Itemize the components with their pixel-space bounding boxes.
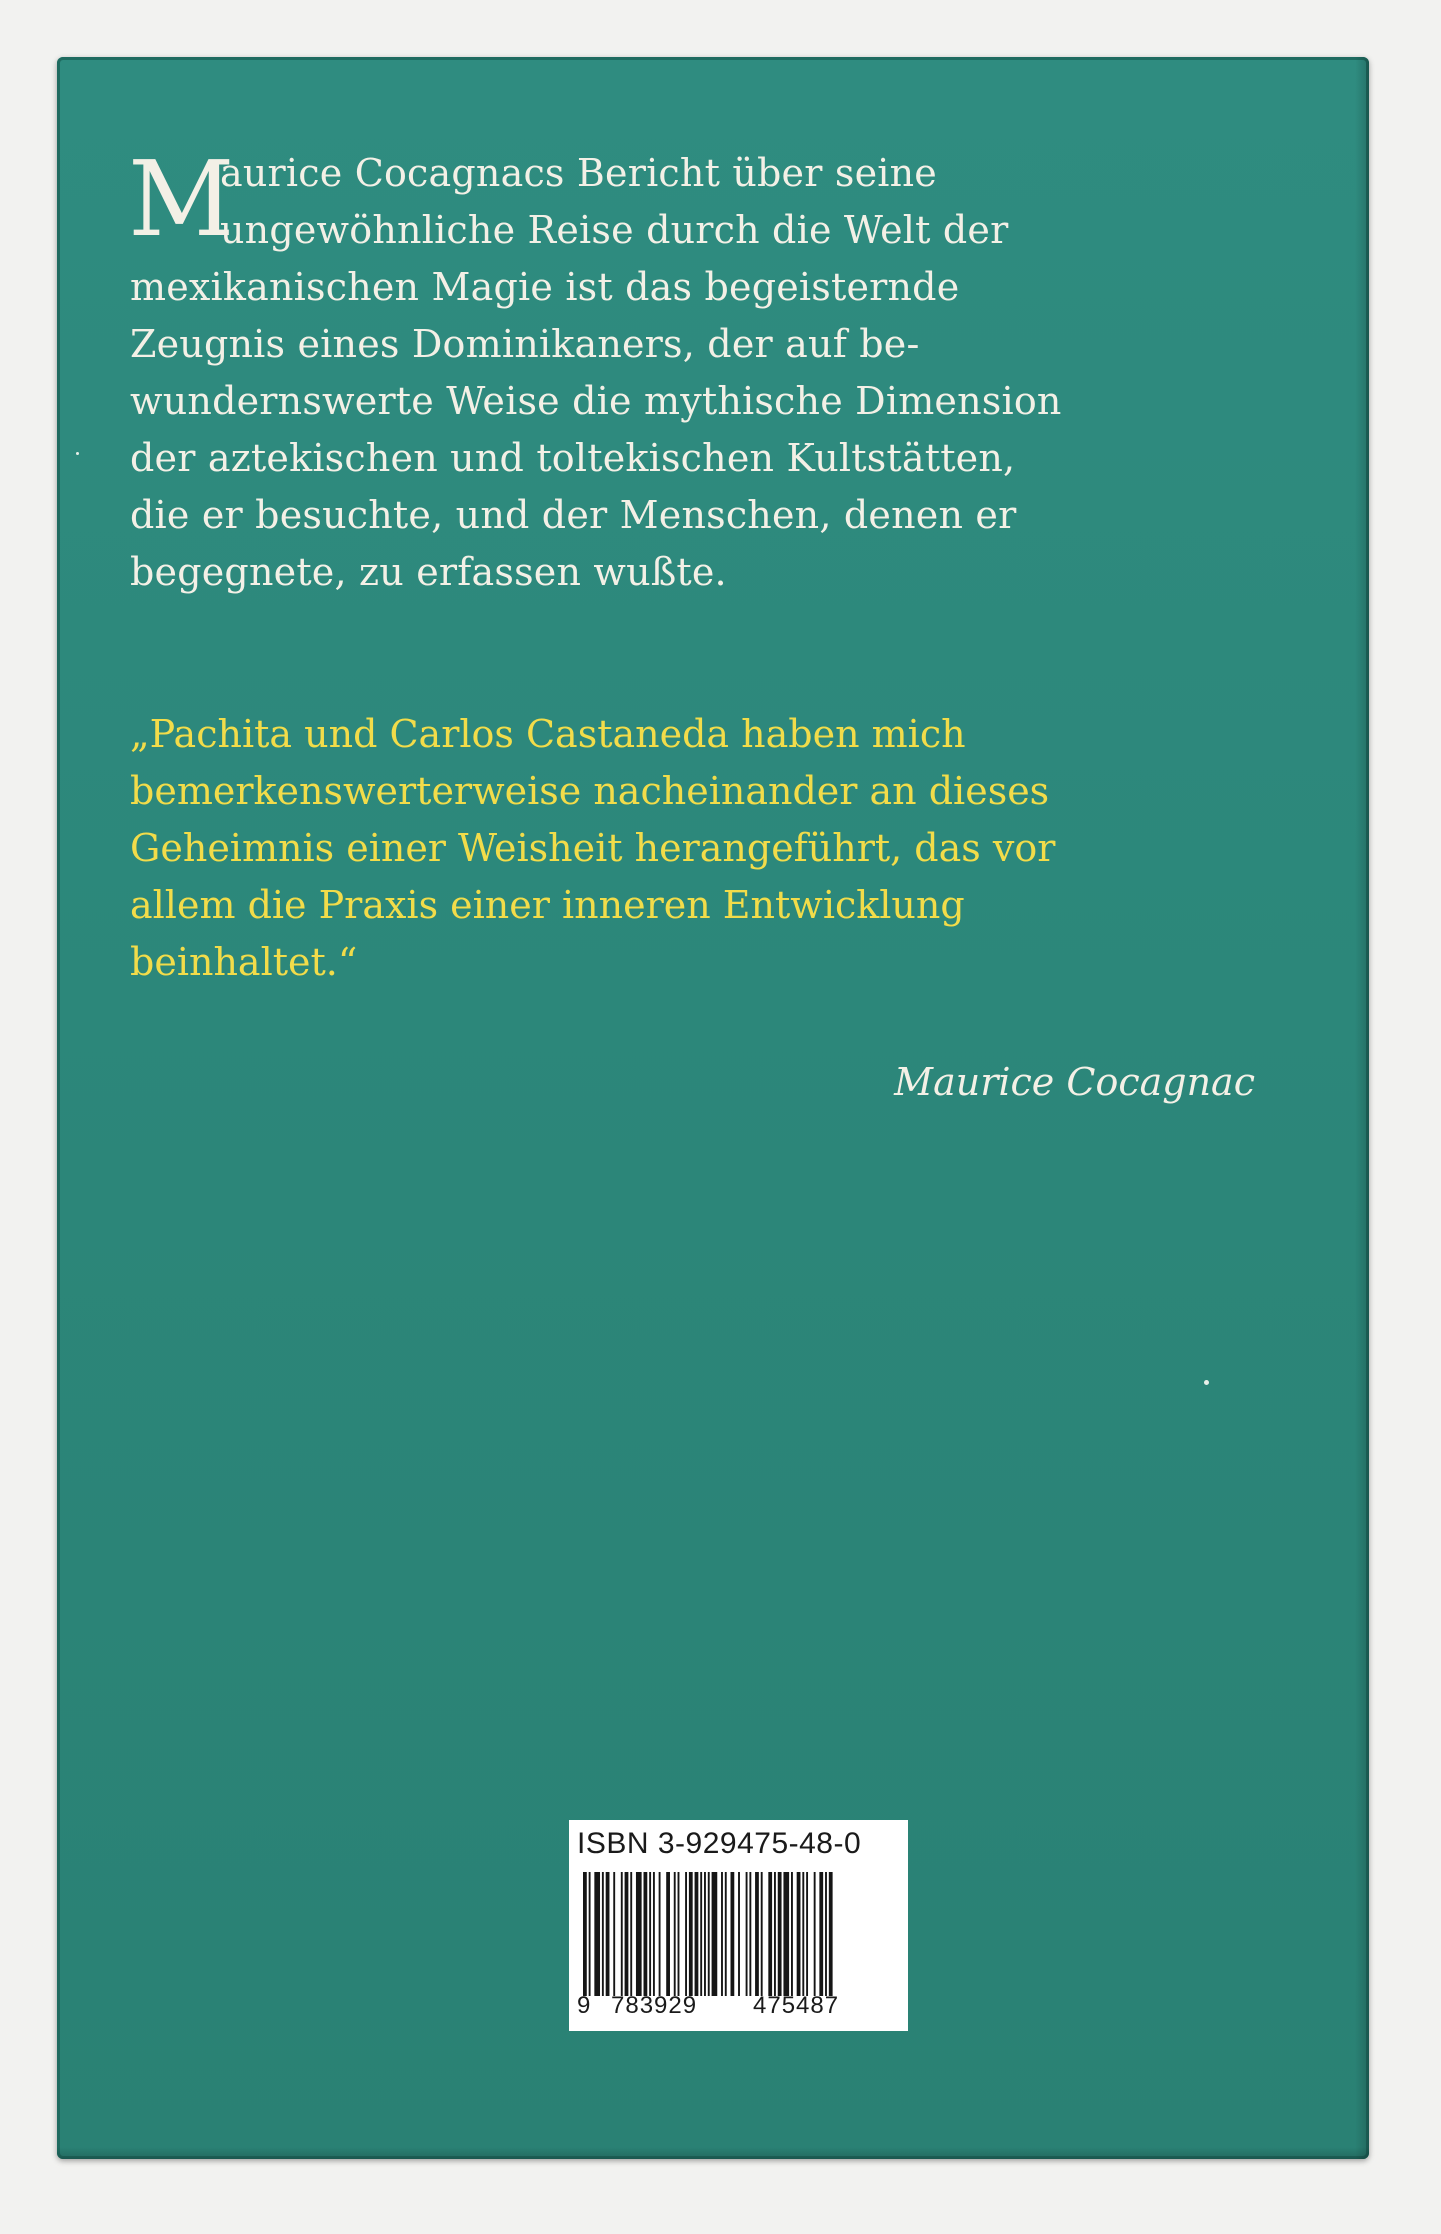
barcode-bar: [783, 1872, 789, 1996]
barcode-bar: [685, 1872, 687, 1996]
barcode-bar: [644, 1872, 648, 1996]
blurb-line: aurice Cocagnacs Bericht über seine: [220, 151, 937, 195]
quote-line: allem die Praxis einer inneren Entwicklung: [130, 883, 965, 927]
barcode-bar: [814, 1872, 816, 1996]
barcode-bar: [721, 1872, 723, 1996]
barcode-bar: [791, 1872, 793, 1996]
barcode-bar: [774, 1872, 776, 1996]
barcode-bar: [653, 1872, 655, 1996]
ean-group-1: 783929: [611, 1992, 698, 2019]
barcode-bar: [649, 1872, 651, 1996]
barcode-bar: [589, 1872, 591, 1996]
cover-bottom-shadow: [57, 2147, 1369, 2159]
quote-line: Geheimnis einer Weisheit herangeführt, das vor: [130, 826, 1056, 870]
blurb-line: ungewöhnliche Reise durch die Welt der: [220, 208, 1009, 252]
barcode-bar: [806, 1872, 808, 1996]
barcode-bar: [594, 1872, 600, 1996]
blurb-line: die er besuchte, und der Menschen, denen er: [130, 493, 1017, 537]
barcode-label: [569, 1820, 908, 2031]
barcode-bar: [606, 1872, 610, 1996]
quote-line: „Pachita und Carlos Castaneda haben mich: [130, 712, 966, 756]
blurb-opening: [128, 138, 1250, 260]
barcode-bar: [625, 1872, 629, 1996]
barcode-bar: [829, 1872, 833, 1996]
barcode-bar: [802, 1872, 804, 1996]
barcode-bars: [577, 1872, 900, 1996]
quote-line: beinhaltet.“: [130, 940, 358, 984]
barcode-bar: [738, 1872, 740, 1996]
blurb-line: begegnete, zu erfassen wußte.: [130, 550, 727, 594]
barcode-bar: [819, 1872, 823, 1996]
barcode-bar: [704, 1872, 706, 1996]
barcode-bar: [689, 1872, 693, 1996]
blurb-line: wundernswerte Weise die mythische Dimension: [130, 379, 1062, 423]
barcode-bar: [674, 1872, 676, 1996]
barcode-bar: [636, 1872, 642, 1996]
barcode-bar: [700, 1872, 702, 1996]
blurb-line: der aztekischen und toltekischen Kultstätten,: [130, 436, 1016, 480]
barcode-bar: [797, 1872, 801, 1996]
drop-cap: M: [128, 138, 235, 260]
barcode-bar: [755, 1872, 759, 1996]
quote-text: [130, 706, 1250, 991]
barcode-bar: [583, 1872, 587, 1996]
ean-group-2: 475487: [753, 1992, 840, 2019]
barcode-bar: [825, 1872, 827, 1996]
barcode-bar: [666, 1872, 670, 1996]
quote-author: Maurice Cocagnac: [894, 1060, 1255, 1104]
isbn-text: ISBN 3-929475-48-0: [577, 1827, 862, 1860]
barcode-bar: [778, 1872, 782, 1996]
barcode-bar: [768, 1872, 772, 1996]
barcode-bar: [678, 1872, 680, 1996]
cover-edge-shadow: [1355, 57, 1369, 2159]
barcode-bar: [746, 1872, 748, 1996]
blurb-line: mexikanischen Magie ist das begeisternde: [130, 265, 960, 309]
barcode-bar: [749, 1872, 751, 1996]
ean-lead-digit: 9: [577, 1992, 592, 2019]
quote-line: bemerkenswerterweise nacheinander an dieses: [130, 769, 1050, 813]
barcode-bar: [659, 1872, 661, 1996]
barcode-bar: [761, 1872, 763, 1996]
dust-speck: [76, 452, 79, 455]
barcode-bar: [613, 1872, 615, 1996]
blurb-text: [128, 138, 1250, 601]
dust-speck: [1204, 1380, 1209, 1385]
barcode-bar: [630, 1872, 632, 1996]
barcode-bar: [725, 1872, 727, 1996]
blurb-line: Zeugnis eines Dominikaners, der auf be-: [130, 322, 920, 366]
barcode-bar: [731, 1872, 735, 1996]
barcode-bar: [602, 1872, 604, 1996]
barcode-bar: [695, 1872, 699, 1996]
barcode-bar: [712, 1872, 718, 1996]
barcode-bar: [621, 1872, 623, 1996]
barcode-bar: [708, 1872, 710, 1996]
